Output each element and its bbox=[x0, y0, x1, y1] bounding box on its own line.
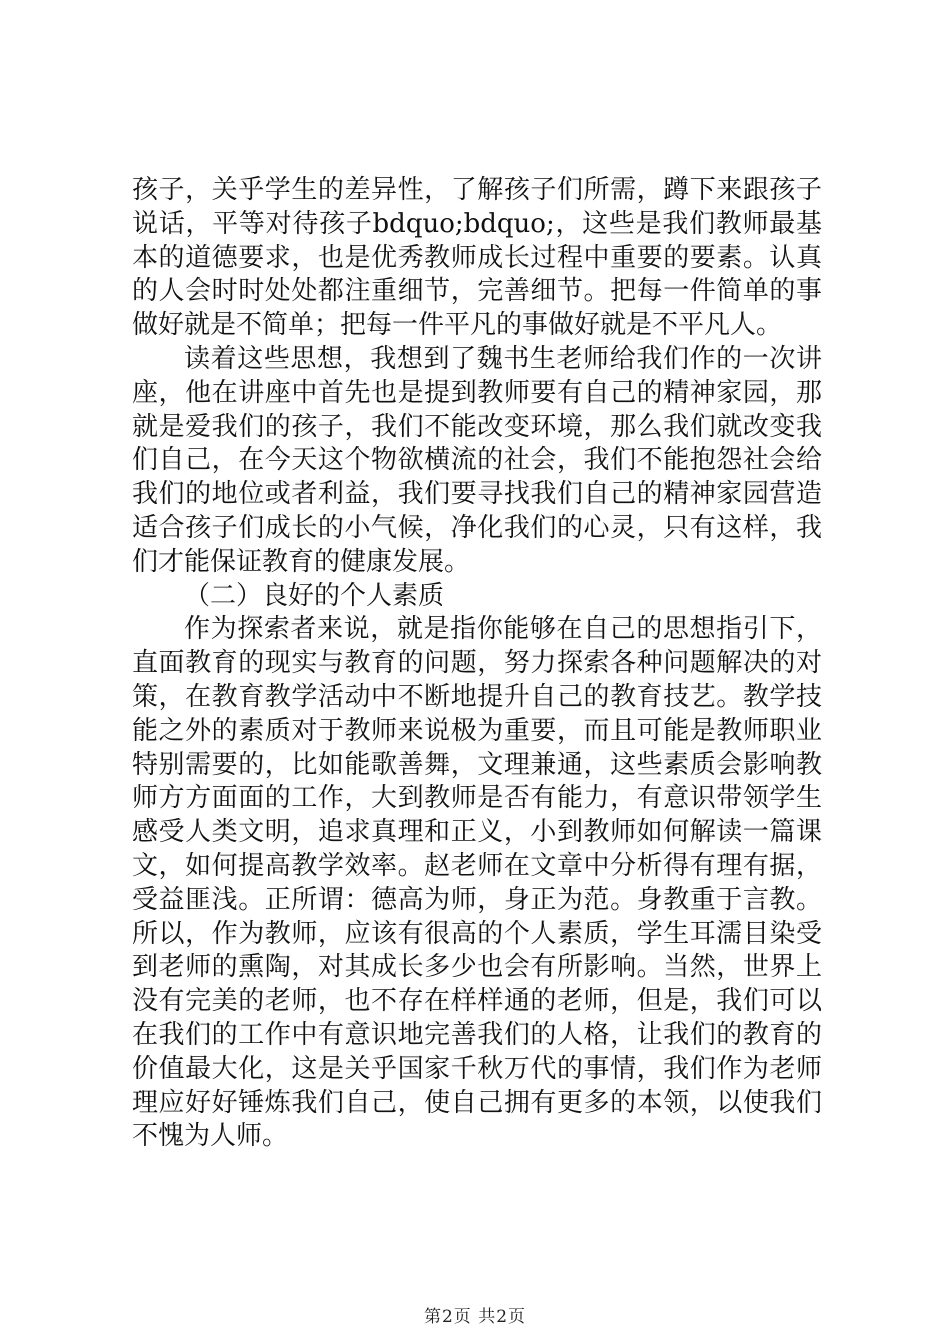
paragraph-explorer: 作为探索者来说，就是指你能够在自己的思想指引下，直面教育的现实与教育的问题，努力探索各种问题解决的对策，在教育教学活动中不断地提升自己的教育技艺。教学技能之外的素质对于教师来说极为重要，而且可能是教师职业特别需要的，比如能歌善舞，文理兼通，这些素质会影响教师方方面面的工作，大到教师是否有能力，有意识带领学生感受人类文明，追求真理和正义，小到教师如何解读一篇课文，如何提高教学效率。赵老师在文章中分析得有理有据，受益匪浅。正所谓：德高为师，身正为范。身教重于言教。所以，作为教师，应该有很高的个人素质，学生耳濡目染受到老师的熏陶，对其成长多少也会有所影响。当然，世界上没有完美的老师，也不存在样样通的老师，但是，我们可以在我们的工作中有意识地完善我们的人格，让我们的教育的价值最大化，这是关乎国家千秋万代的事情，我们作为老师理应好好锤炼我们自己，使自己拥有更多的本领，以使我们不愧为人师。 bbox=[132, 614, 822, 1152]
document-body bbox=[132, 174, 822, 1154]
paragraph-continued: 孩子，关乎学生的差异性，了解孩子们所需，蹲下来跟孩子说话，平等对待孩子bdquo;bdquo;，这些是我们教师最基本的道德要求，也是优秀教师成长过程中重要的要素。认真的人会时时处处都注重细节，完善细节。把每一件简单的事做好就是不简单；把每一件平凡的事做好就是不平凡人。 bbox=[132, 175, 822, 341]
paragraph-wei-shusheng: 读着这些思想，我想到了魏书生老师给我们作的一次讲座，他在讲座中首先也是提到教师要有自己的精神家园，那就是爱我们的孩子，我们不能改变环境，那么我们就改变我们自己，在今天这个物欲横流的社会，我们不能抱怨社会给我们的地位或者利益，我们要寻找我们自己的精神家园营造适合孩子们成长的小气候，净化我们的心灵，只有这样，我们才能保证教育的健康发展。 bbox=[132, 343, 822, 577]
section-heading-personal-quality: （二）良好的个人素质 bbox=[184, 580, 445, 611]
page-footer: 第2页 共2页 bbox=[423, 1307, 527, 1327]
